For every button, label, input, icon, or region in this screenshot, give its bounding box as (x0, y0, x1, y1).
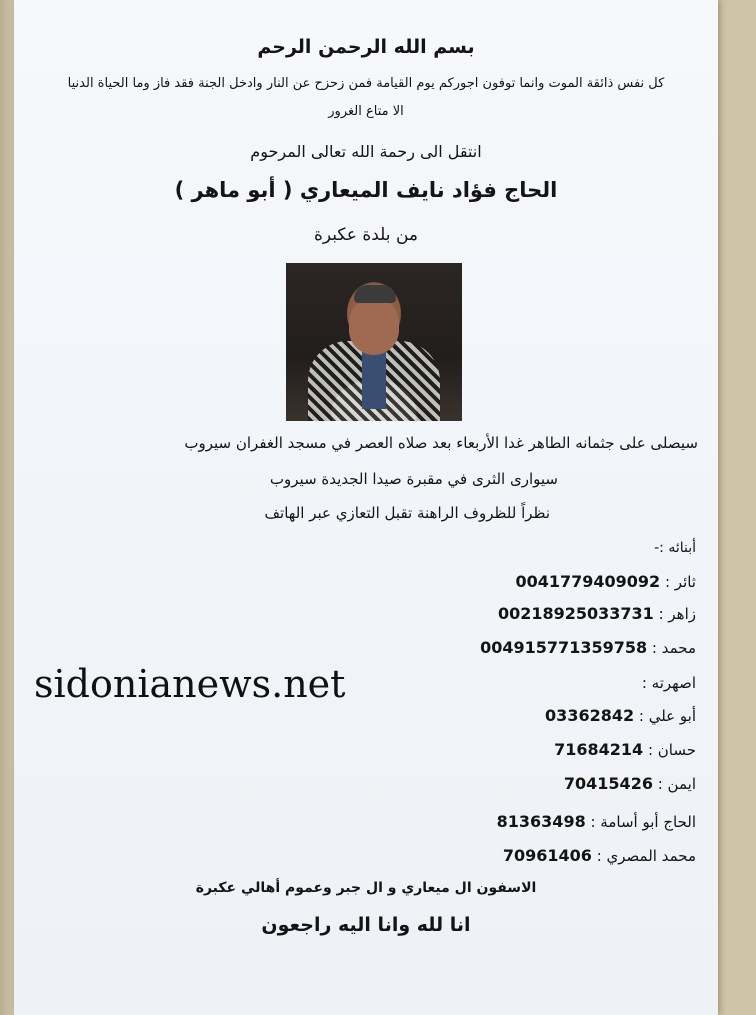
son-phone: 0041779409092 (515, 572, 661, 591)
deceased-photo (286, 263, 462, 421)
son-phone: 00218925033731 (497, 604, 654, 623)
funeral-line-1: سيصلى على جثمانه الطاهر غدا الأربعاء بعد صلاه العصر في مسجد الغفران سيروب (184, 434, 698, 452)
inlaw-phone: 81363498 (496, 812, 586, 831)
inlaw-label: ايمن : (657, 775, 696, 793)
inlaw-phone: 70961406 (502, 846, 592, 865)
funeral-line-2: سيوارى الثرى في مقبرة صيدا الجديدة سيروب (269, 470, 558, 488)
inlaw-label: محمد المصري : (596, 847, 696, 865)
obituary-paper (14, 0, 718, 1015)
inlaw-row (497, 812, 696, 831)
site-watermark: sidonianews.net (34, 662, 346, 706)
inlaw-phone: 70415426 (563, 774, 653, 793)
intro-line: انتقل الى رحمة الله تعالى المرحوم (250, 142, 482, 161)
son-row (480, 638, 696, 657)
inlaw-phone: 71684214 (554, 740, 644, 759)
hometown: من بلدة عكبرة (314, 225, 418, 245)
son-label: زاهر : (658, 605, 696, 623)
inlaws-heading: اصهرته : (641, 674, 696, 692)
son-row (515, 572, 696, 591)
inlaw-row (545, 706, 696, 725)
photo-shirt (362, 349, 386, 409)
verse-line-2: الا متاع الغرور (328, 104, 404, 119)
son-phone: 004915771359758 (480, 638, 648, 657)
photo-hair (354, 285, 396, 303)
deceased-name: الحاج فؤاد نايف الميعاري ( أبو ماهر ) (174, 178, 558, 202)
closing-line: انا لله وانا اليه راجعون (261, 914, 471, 936)
son-label: محمد : (651, 639, 696, 657)
son-row (498, 604, 696, 623)
sons-heading: أبنائه :- (654, 540, 696, 556)
inlaw-label: حسان : (647, 741, 696, 759)
son-label: ثائر : (664, 573, 696, 591)
inlaw-row (564, 774, 696, 793)
inlaw-label: أبو علي : (638, 707, 696, 725)
verse-line-1: كل نفس ذائقة الموت وانما توفون اجوركم يوم القيامة فمن زحزح عن النار وادخل الجنة فقد فاز وما الحياة الدنيا (67, 76, 665, 91)
inlaw-row (554, 740, 696, 759)
basmala: بسم الله الرحمن الرحم (257, 36, 475, 58)
funeral-line-3: نظراً للظروف الراهنة تقبل التعازي عبر الهاتف (264, 504, 550, 522)
mourners-line: الاسفون ال ميعاري و ال جبر وعموم أهالي عكبرة (195, 880, 537, 896)
inlaw-phone: 03362842 (545, 706, 635, 725)
photo-face (349, 299, 399, 355)
inlaw-row (503, 846, 696, 865)
inlaw-label: الحاج أبو أسامة : (590, 813, 696, 831)
